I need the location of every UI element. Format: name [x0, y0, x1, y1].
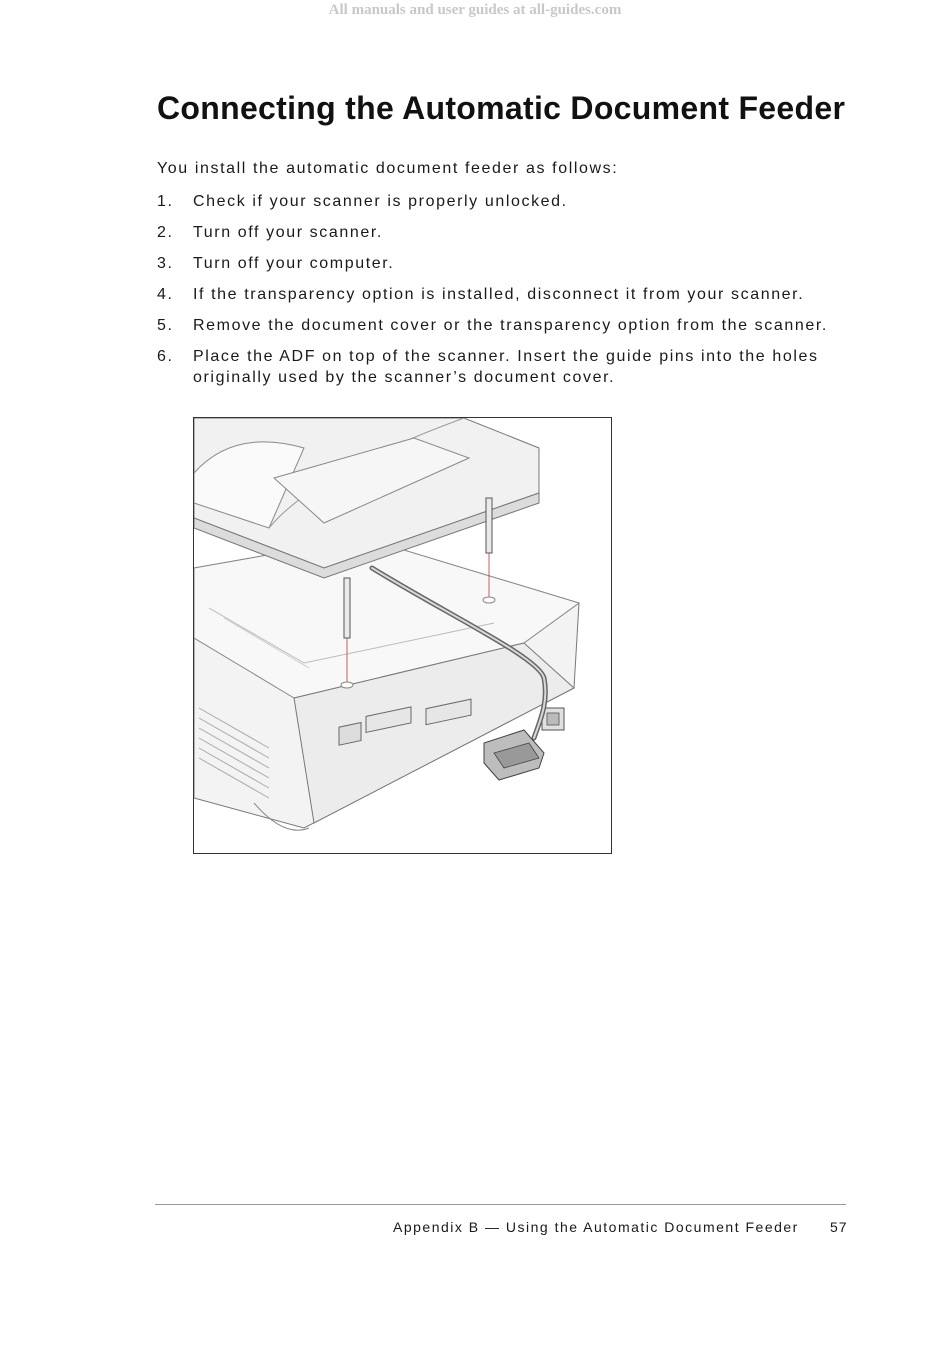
step-text: Turn off your scanner.	[193, 224, 383, 241]
step-item	[157, 284, 847, 305]
watermark: All manuals and user guides at all-guides.com	[328, 2, 622, 18]
page-title: Connecting the Automatic Document Feeder	[157, 90, 846, 126]
step-item	[157, 346, 847, 388]
step-item	[157, 222, 847, 243]
step-number: 3.	[157, 255, 174, 272]
step-text: Check if your scanner is properly unlocked.	[193, 193, 568, 210]
intro-paragraph: You install the automatic document feeder as follows:	[157, 160, 619, 177]
step-text: Turn off your computer.	[193, 255, 395, 272]
pin-hole-left	[341, 682, 353, 688]
steps-list	[157, 191, 847, 398]
step-number: 6.	[157, 348, 174, 365]
guide-pin-right	[486, 498, 492, 553]
scanner-adf-drawing	[194, 418, 611, 853]
step-number: 4.	[157, 286, 174, 303]
pin-hole-right	[483, 597, 495, 603]
step-item	[157, 315, 847, 336]
footer-divider	[155, 1204, 846, 1205]
step-number: 5.	[157, 317, 174, 334]
step-number: 1.	[157, 193, 174, 210]
step-item	[157, 253, 847, 274]
adf-illustration	[193, 417, 612, 854]
step-text: If the transparency option is installed, disconnect it from your scanner.	[193, 286, 805, 303]
step-item	[157, 191, 847, 212]
page-number: 57	[830, 1219, 848, 1235]
step-number: 2.	[157, 224, 174, 241]
guide-pin-left	[344, 578, 350, 638]
footer-section-title: Appendix B — Using the Automatic Document Feeder	[393, 1219, 799, 1235]
step-text: Remove the document cover or the transparency option from the scanner.	[193, 317, 828, 334]
step-text: Place the ADF on top of the scanner. Insert the guide pins into the holes originally used by the scanner’s document cover.	[193, 348, 819, 386]
